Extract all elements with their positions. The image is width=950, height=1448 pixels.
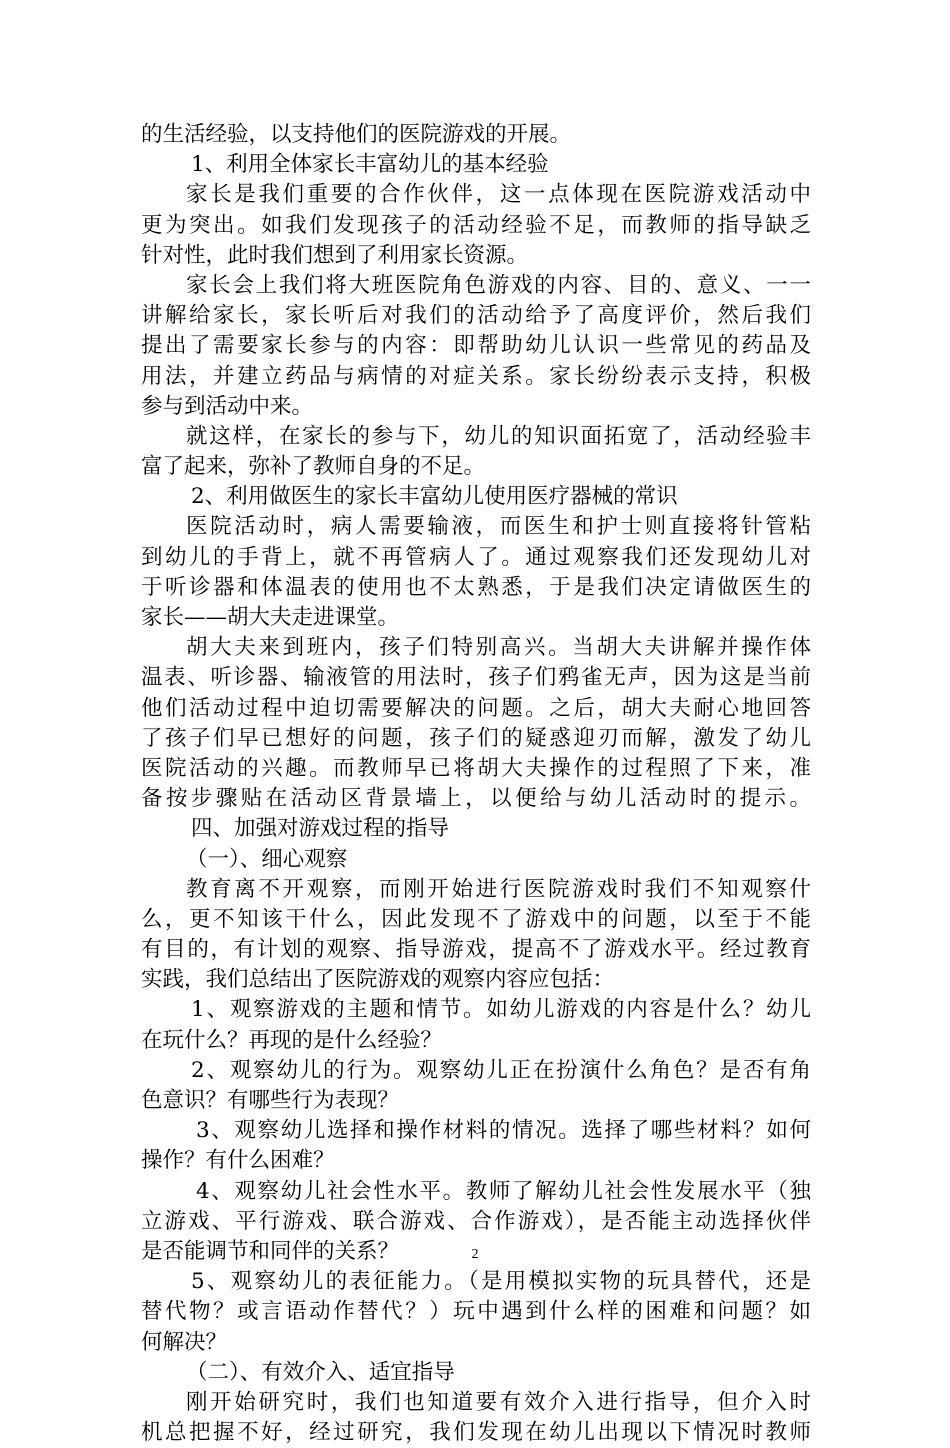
text-line: 参与到活动中来。 — [141, 393, 314, 419]
text-line: 2、利用做医生的家长丰富幼儿使用医疗器械的常识 — [191, 484, 678, 510]
text-line: 1、观察游戏的主题和情节。如幼儿游戏的内容是什么？幼儿 — [191, 997, 811, 1023]
text-line: 备按步骤贴在活动区背景墙上，以便给与幼儿活动时的提示。 — [141, 786, 811, 812]
text-line: 他们活动过程中迫切需要解决的问题。之后，胡大夫耐心地回答 — [141, 695, 811, 721]
page-number: 2 — [471, 1247, 479, 1262]
text-line: 教育离不开观察，而刚开始进行医院游戏时我们不知观察什 — [186, 876, 811, 902]
text-line: 讲解给家长，家长听后对我们的活动给予了高度评价，然后我们 — [141, 303, 811, 329]
text-line: 2、观察幼儿的行为。观察幼儿正在扮演什么角色？是否有角 — [191, 1057, 811, 1083]
text-line: 家长会上我们将大班医院角色游戏的内容、目的、意义、一一 — [186, 272, 811, 298]
text-line: 就这样，在家长的参与下，幼儿的知识面拓宽了，活动经验丰 — [186, 423, 811, 449]
text-line: 刚开始研究时，我们也知道要有效介入进行指导，但介入时 — [186, 1389, 811, 1415]
text-line: 了孩子们早已想好的问题，孩子们的疑惑迎刃而解，激发了幼儿 — [141, 725, 811, 751]
text-line: （一）、细心观察 — [186, 846, 348, 872]
text-line: 四、加强对游戏过程的指导 — [191, 816, 450, 842]
text-line: 家长——胡大夫走进课堂。 — [141, 605, 400, 630]
text-line: 立游戏、平行游戏、联合游戏、合作游戏），是否能主动选择伙伴 — [141, 1208, 811, 1234]
text-line: 色意识？有哪些行为表现？ — [141, 1088, 400, 1113]
text-line: 富了起来，弥补了教师自身的不足。 — [141, 454, 486, 480]
text-line: 的生活经验，以支持他们的医院游戏的开展。 — [141, 122, 572, 147]
text-line: 温表、听诊器、输液管的用法时，孩子们鸦雀无声，因为这是当前 — [141, 665, 811, 691]
text-line: （二）、有效介入、适宜指导 — [186, 1359, 455, 1385]
text-line: 何解决？ — [141, 1329, 228, 1355]
text-line: 于听诊器和体温表的使用也不太熟悉，于是我们决定请做医生的 — [141, 574, 811, 600]
text-line: 1、利用全体家长丰富幼儿的基本经验 — [191, 152, 549, 178]
text-line: 针对性，此时我们想到了利用家长资源。 — [141, 242, 529, 268]
text-line: 家长是我们重要的合作伙伴，这一点体现在医院游戏活动中 — [186, 182, 811, 208]
text-line: 实践，我们总结出了医院游戏的观察内容应包括： — [141, 967, 615, 993]
text-line: 在玩什么？再现的是什么经验？ — [141, 1027, 443, 1053]
text-line: 么，更不知该干什么，因此发现不了游戏中的问题，以至于不能 — [141, 906, 811, 932]
text-line: 更为突出。如我们发现孩子的活动经验不足，而教师的指导缺乏 — [141, 212, 811, 238]
text-line: 替代物？或言语动作替代？）玩中遇到什么样的困难和问题？如 — [141, 1299, 811, 1325]
text-line: 3、观察幼儿选择和操作材料的情况。选择了哪些材料？如何 — [196, 1118, 811, 1144]
text-line: 操作？有什么困难？ — [141, 1148, 335, 1174]
text-line: 有目的，有计划的观察、指导游戏，提高不了游戏水平。经过教育 — [141, 937, 811, 963]
text-line: 胡大夫来到班内，孩子们特别高兴。当胡大夫讲解并操作体 — [186, 635, 811, 661]
text-line: 4、观察幼儿社会性水平。教师了解幼儿社会性发展水平（独 — [196, 1178, 811, 1204]
text-line: 5、观察幼儿的表征能力。（是用模拟实物的玩具替代，还是 — [191, 1269, 811, 1295]
text-line: 到幼儿的手背上，就不再管病人了。通过观察我们还发现幼儿对 — [141, 544, 811, 570]
text-line: 用法，并建立药品与病情的对症关系。家长纷纷表示支持，积极 — [141, 363, 811, 389]
text-line: 是否能调节和同伴的关系？ — [141, 1238, 400, 1264]
text-line: 机总把握不好，经过研究，我们发现在幼儿出现以下情况时教师 — [141, 1420, 811, 1446]
text-line: 提出了需要家长参与的内容：即帮助幼儿认识一些常见的药品及 — [141, 333, 811, 359]
text-line: 医院活动的兴趣。而教师早已将胡大夫操作的过程照了下来，准 — [141, 755, 811, 781]
text-line: 医院活动时，病人需要输液，而医生和护士则直接将针管粘 — [186, 514, 811, 540]
